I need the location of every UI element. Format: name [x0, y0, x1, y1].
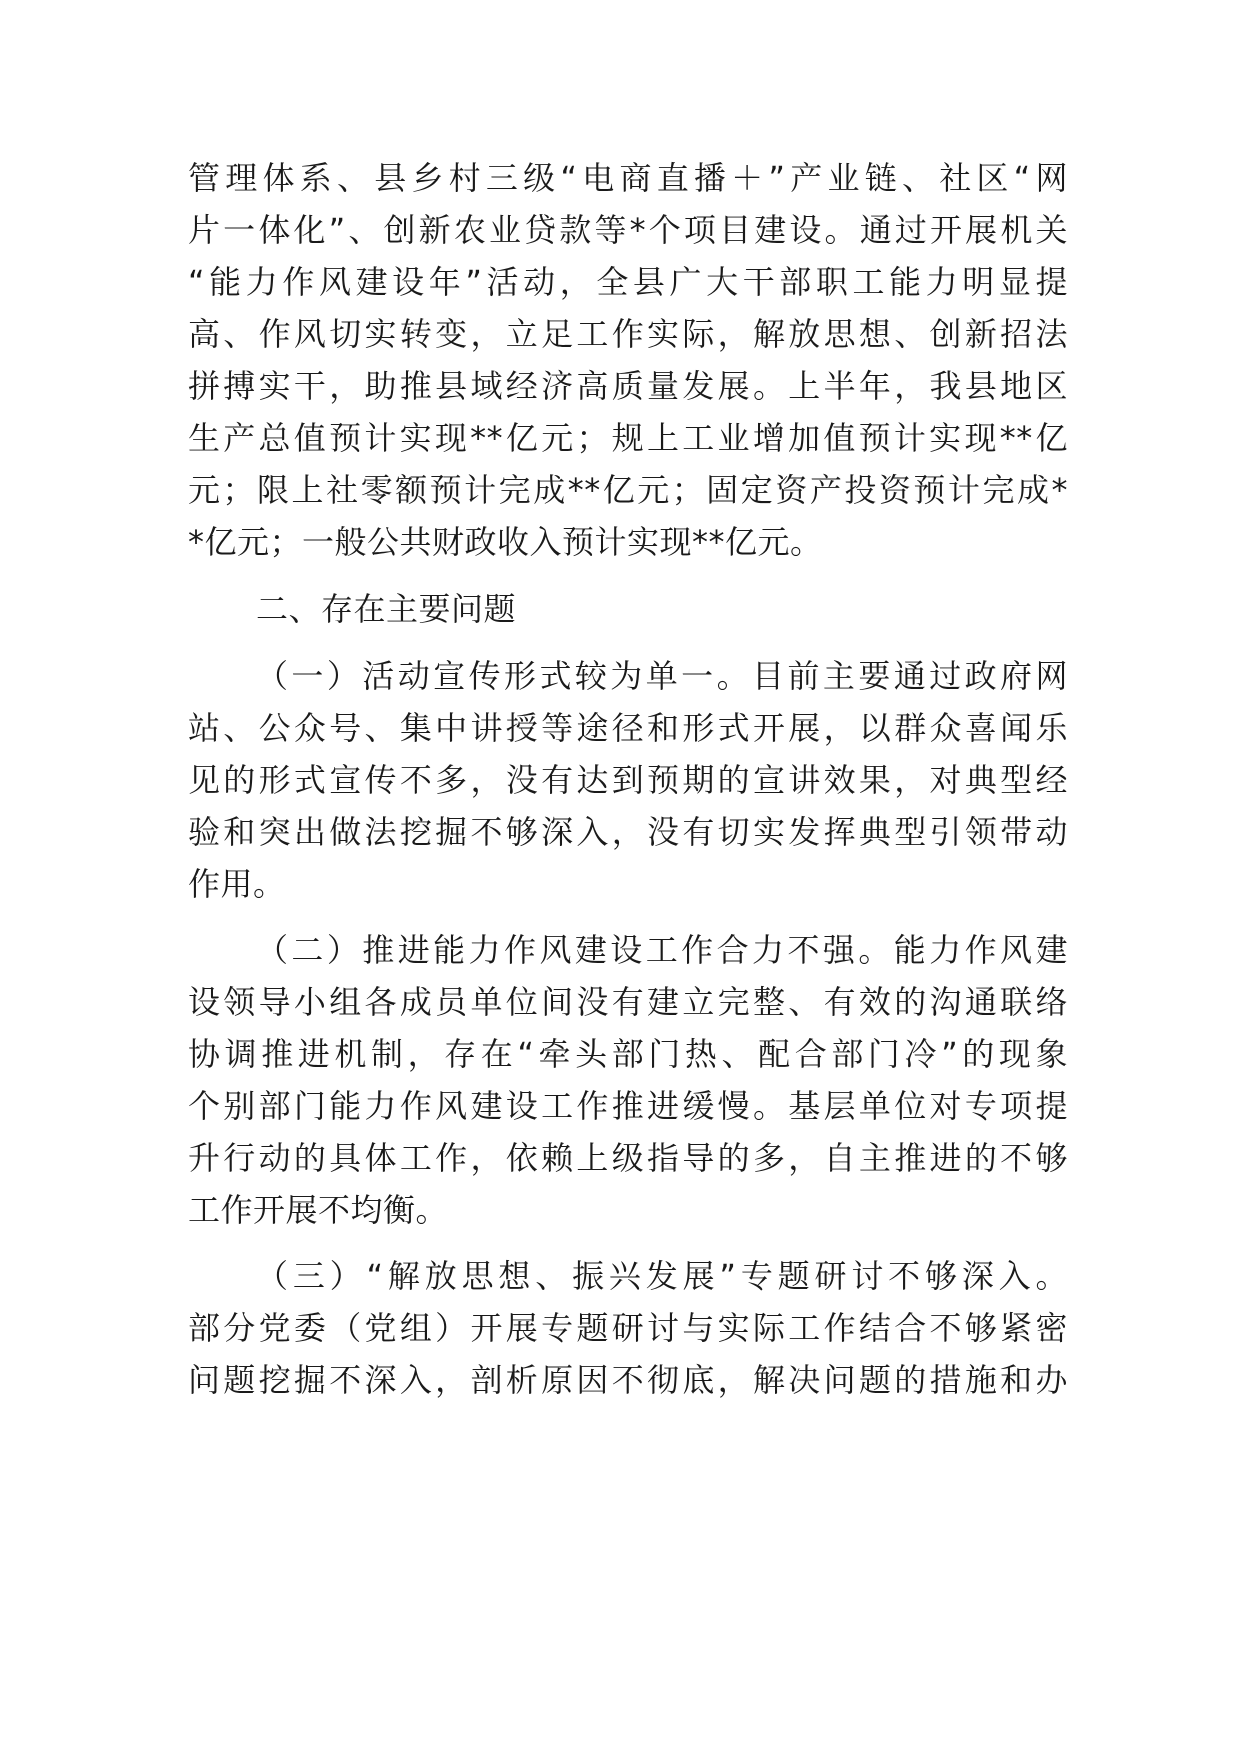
text-line: 高、作风切实转变，立足工作实际，解放思想、创新招法: [188, 315, 1068, 353]
text-line: 片一体化”、创新农业贷款等*个项目建设。通过开展机关: [188, 211, 1068, 249]
text-line: 管理体系、县乡村三级“电商直播＋”产业链、社区“网: [188, 159, 1068, 197]
section-heading: 二、存在主要问题: [256, 590, 517, 628]
text-line: （三）“解放思想、振兴发展”专题研讨不够深入。: [256, 1257, 1068, 1295]
text-line: 部分党委（党组）开展专题研讨与实际工作结合不够紧密: [188, 1309, 1068, 1347]
text-line: 设领导小组各成员单位间没有建立完整、有效的沟通联络: [188, 983, 1068, 1021]
text-line: 生产总值预计实现**亿元；规上工业增加值预计实现**亿: [188, 419, 1068, 457]
text-line: 元；限上社零额预计完成**亿元；固定资产投资预计完成*: [188, 471, 1068, 509]
text-line: *亿元；一般公共财政收入预计实现**亿元。: [188, 523, 823, 561]
text-line: 站、公众号、集中讲授等途径和形式开展，以群众喜闻乐: [188, 709, 1068, 747]
text-line: 问题挖掘不深入，剖析原因不彻底，解决问题的措施和办: [188, 1361, 1068, 1399]
text-line: 协调推进机制，存在“牵头部门热、配合部门冷”的现象: [188, 1035, 1068, 1073]
text-line: 作用。: [188, 865, 286, 903]
text-line: （二）推进能力作风建设工作合力不强。能力作风建: [256, 931, 1068, 969]
text-line: 升行动的具体工作，依赖上级指导的多，自主推进的不够: [188, 1139, 1068, 1177]
text-line: 拼搏实干，助推县域经济高质量发展。上半年，我县地区: [188, 367, 1068, 405]
text-line: 个别部门能力作风建设工作推进缓慢。基层单位对专项提: [188, 1087, 1068, 1125]
text-line: 验和突出做法挖掘不够深入，没有切实发挥典型引领带动: [188, 813, 1068, 851]
text-line: （一）活动宣传形式较为单一。目前主要通过政府网: [256, 657, 1068, 695]
text-line: 工作开展不均衡。: [188, 1191, 449, 1229]
text-line: “能力作风建设年”活动，全县广大干部职工能力明显提: [188, 263, 1068, 301]
text-line: 见的形式宣传不多，没有达到预期的宣讲效果，对典型经: [188, 761, 1068, 799]
